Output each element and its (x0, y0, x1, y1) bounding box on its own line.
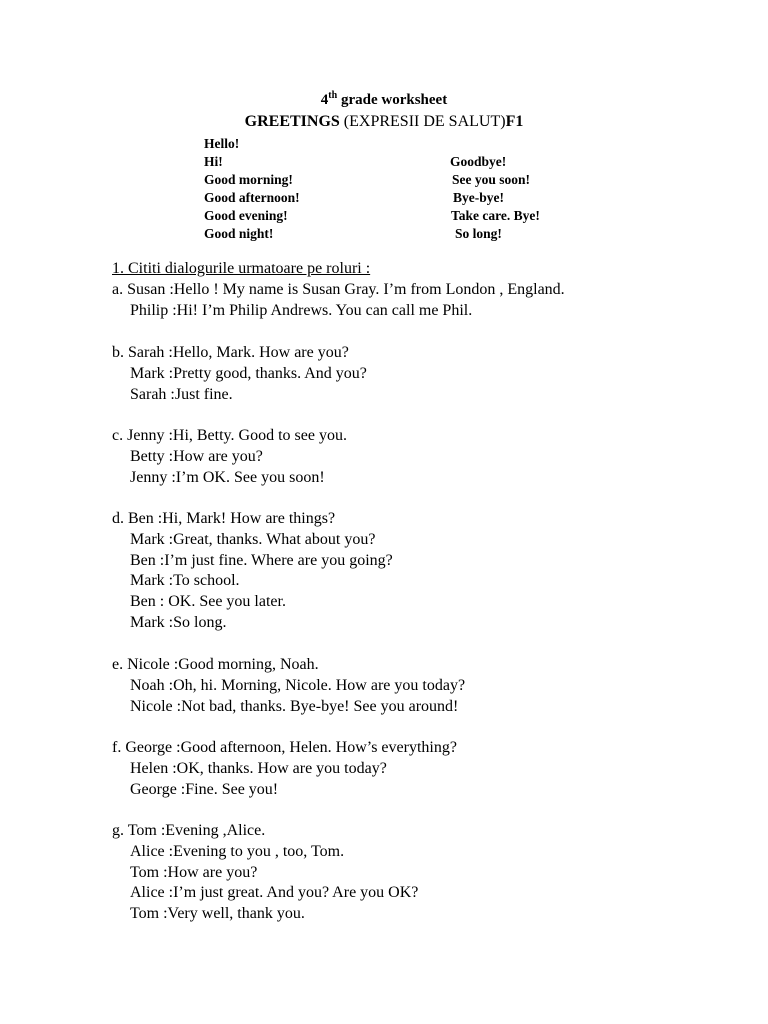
dialogue-line: Ben :I’m just fine. Where are you going? (130, 551, 393, 569)
greeting-item: Good night! (204, 226, 274, 241)
dialogue-letter: e. (112, 656, 124, 673)
dialogue-line (112, 343, 367, 364)
dialogue-line: Mark :To school. (130, 572, 240, 590)
goodbye-item: Goodbye! (450, 154, 507, 169)
greeting-item: Good afternoon! (204, 190, 300, 205)
dialogue-c (112, 426, 347, 488)
greeting-item: Good evening! (204, 208, 288, 223)
dialogue-line: Sarah :Just fine. (130, 385, 233, 403)
title-translation: (EXPRESII DE SALUT) (339, 113, 506, 130)
goodbye-item: Bye-bye! (453, 190, 504, 205)
title-code: F1 (505, 113, 524, 130)
dialogue-line: Alice :I’m just great. And you? Are you OK? (130, 884, 419, 902)
goodbye-item: See you soon! (452, 172, 531, 187)
dialogue-line: Alice :Evening to you , too, Tom. (130, 842, 345, 860)
dialogue-line: Mark :Great, thanks. What about you? (130, 530, 376, 548)
dialogue-b (112, 343, 367, 405)
dialogue-line: Nicole :Not bad, thanks. Bye-bye! See you around! (130, 697, 459, 715)
dialogue-text: Tom :Evening ,Alice. (127, 822, 266, 839)
dialogue-text: George :Good afternoon, Helen. How’s everything? (125, 739, 457, 756)
dialogue-letter: b. (112, 344, 124, 361)
dialogue-line: Tom :Very well, thank you. (130, 905, 305, 923)
dialogue-line: Tom :How are you? (130, 863, 258, 881)
dialogue-line: Betty :How are you? (130, 447, 263, 465)
dialogue-text: Ben :Hi, Mark! How are things? (128, 510, 336, 527)
dialogue-f (112, 738, 457, 800)
dialogue-line (112, 655, 465, 676)
grade-number: 4 (320, 92, 329, 108)
dialogue-text: Sarah :Hello, Mark. How are you? (128, 344, 349, 361)
dialogue-d (112, 509, 393, 634)
dialogue-line: Mark :Pretty good, thanks. And you? (130, 364, 367, 382)
grade-heading (0, 92, 768, 109)
dialogue-a (112, 280, 565, 322)
dialogue-line: Noah :Oh, hi. Morning, Nicole. How are you today? (130, 676, 466, 694)
dialogue-e (112, 655, 465, 717)
greeting-item: Good morning! (204, 172, 293, 187)
dialogue-line (112, 509, 393, 530)
dialogue-letter: a. (112, 281, 124, 298)
goodbye-item: Take care. Bye! (451, 208, 540, 223)
dialogue-letter: d. (112, 510, 124, 527)
dialogue-letter: g. (112, 822, 124, 839)
worksheet-title (0, 113, 768, 131)
grade-rest: grade worksheet (337, 92, 448, 108)
title-bold: GREETINGS (244, 113, 340, 130)
exercise-title: 1. Cititi dialogurile urmatoare pe roluri : (112, 260, 371, 277)
hello-greetings-list (204, 135, 300, 243)
grade-suffix: th (328, 90, 338, 101)
dialogue-line (112, 821, 418, 842)
dialogue-line (112, 738, 457, 759)
dialogue-text: Susan :Hello ! My name is Susan Gray. I’m from London , England. (127, 281, 565, 298)
dialogue-line: Helen :OK, thanks. How are you today? (130, 759, 387, 777)
dialogue-letter: f. (112, 739, 122, 756)
dialogue-line: Mark :So long. (130, 613, 227, 631)
greeting-item: Hello! (204, 136, 240, 151)
dialogue-line: Jenny :I’m OK. See you soon! (130, 468, 325, 486)
dialogue-line: Philip :Hi! I’m Philip Andrews. You can call me Phil. (130, 301, 473, 319)
dialogue-text: Jenny :Hi, Betty. Good to see you. (127, 427, 347, 444)
dialogue-line: Ben : OK. See you later. (130, 593, 286, 611)
goodbye-item: So long! (455, 226, 502, 241)
dialogue-line (112, 426, 347, 447)
dialogue-letter: c. (112, 427, 124, 444)
greeting-item: Hi! (204, 154, 223, 169)
dialogue-line: George :Fine. See you! (130, 780, 279, 798)
dialogue-g (112, 821, 418, 925)
dialogue-line (112, 280, 565, 301)
dialogue-text: Nicole :Good morning, Noah. (127, 656, 319, 673)
